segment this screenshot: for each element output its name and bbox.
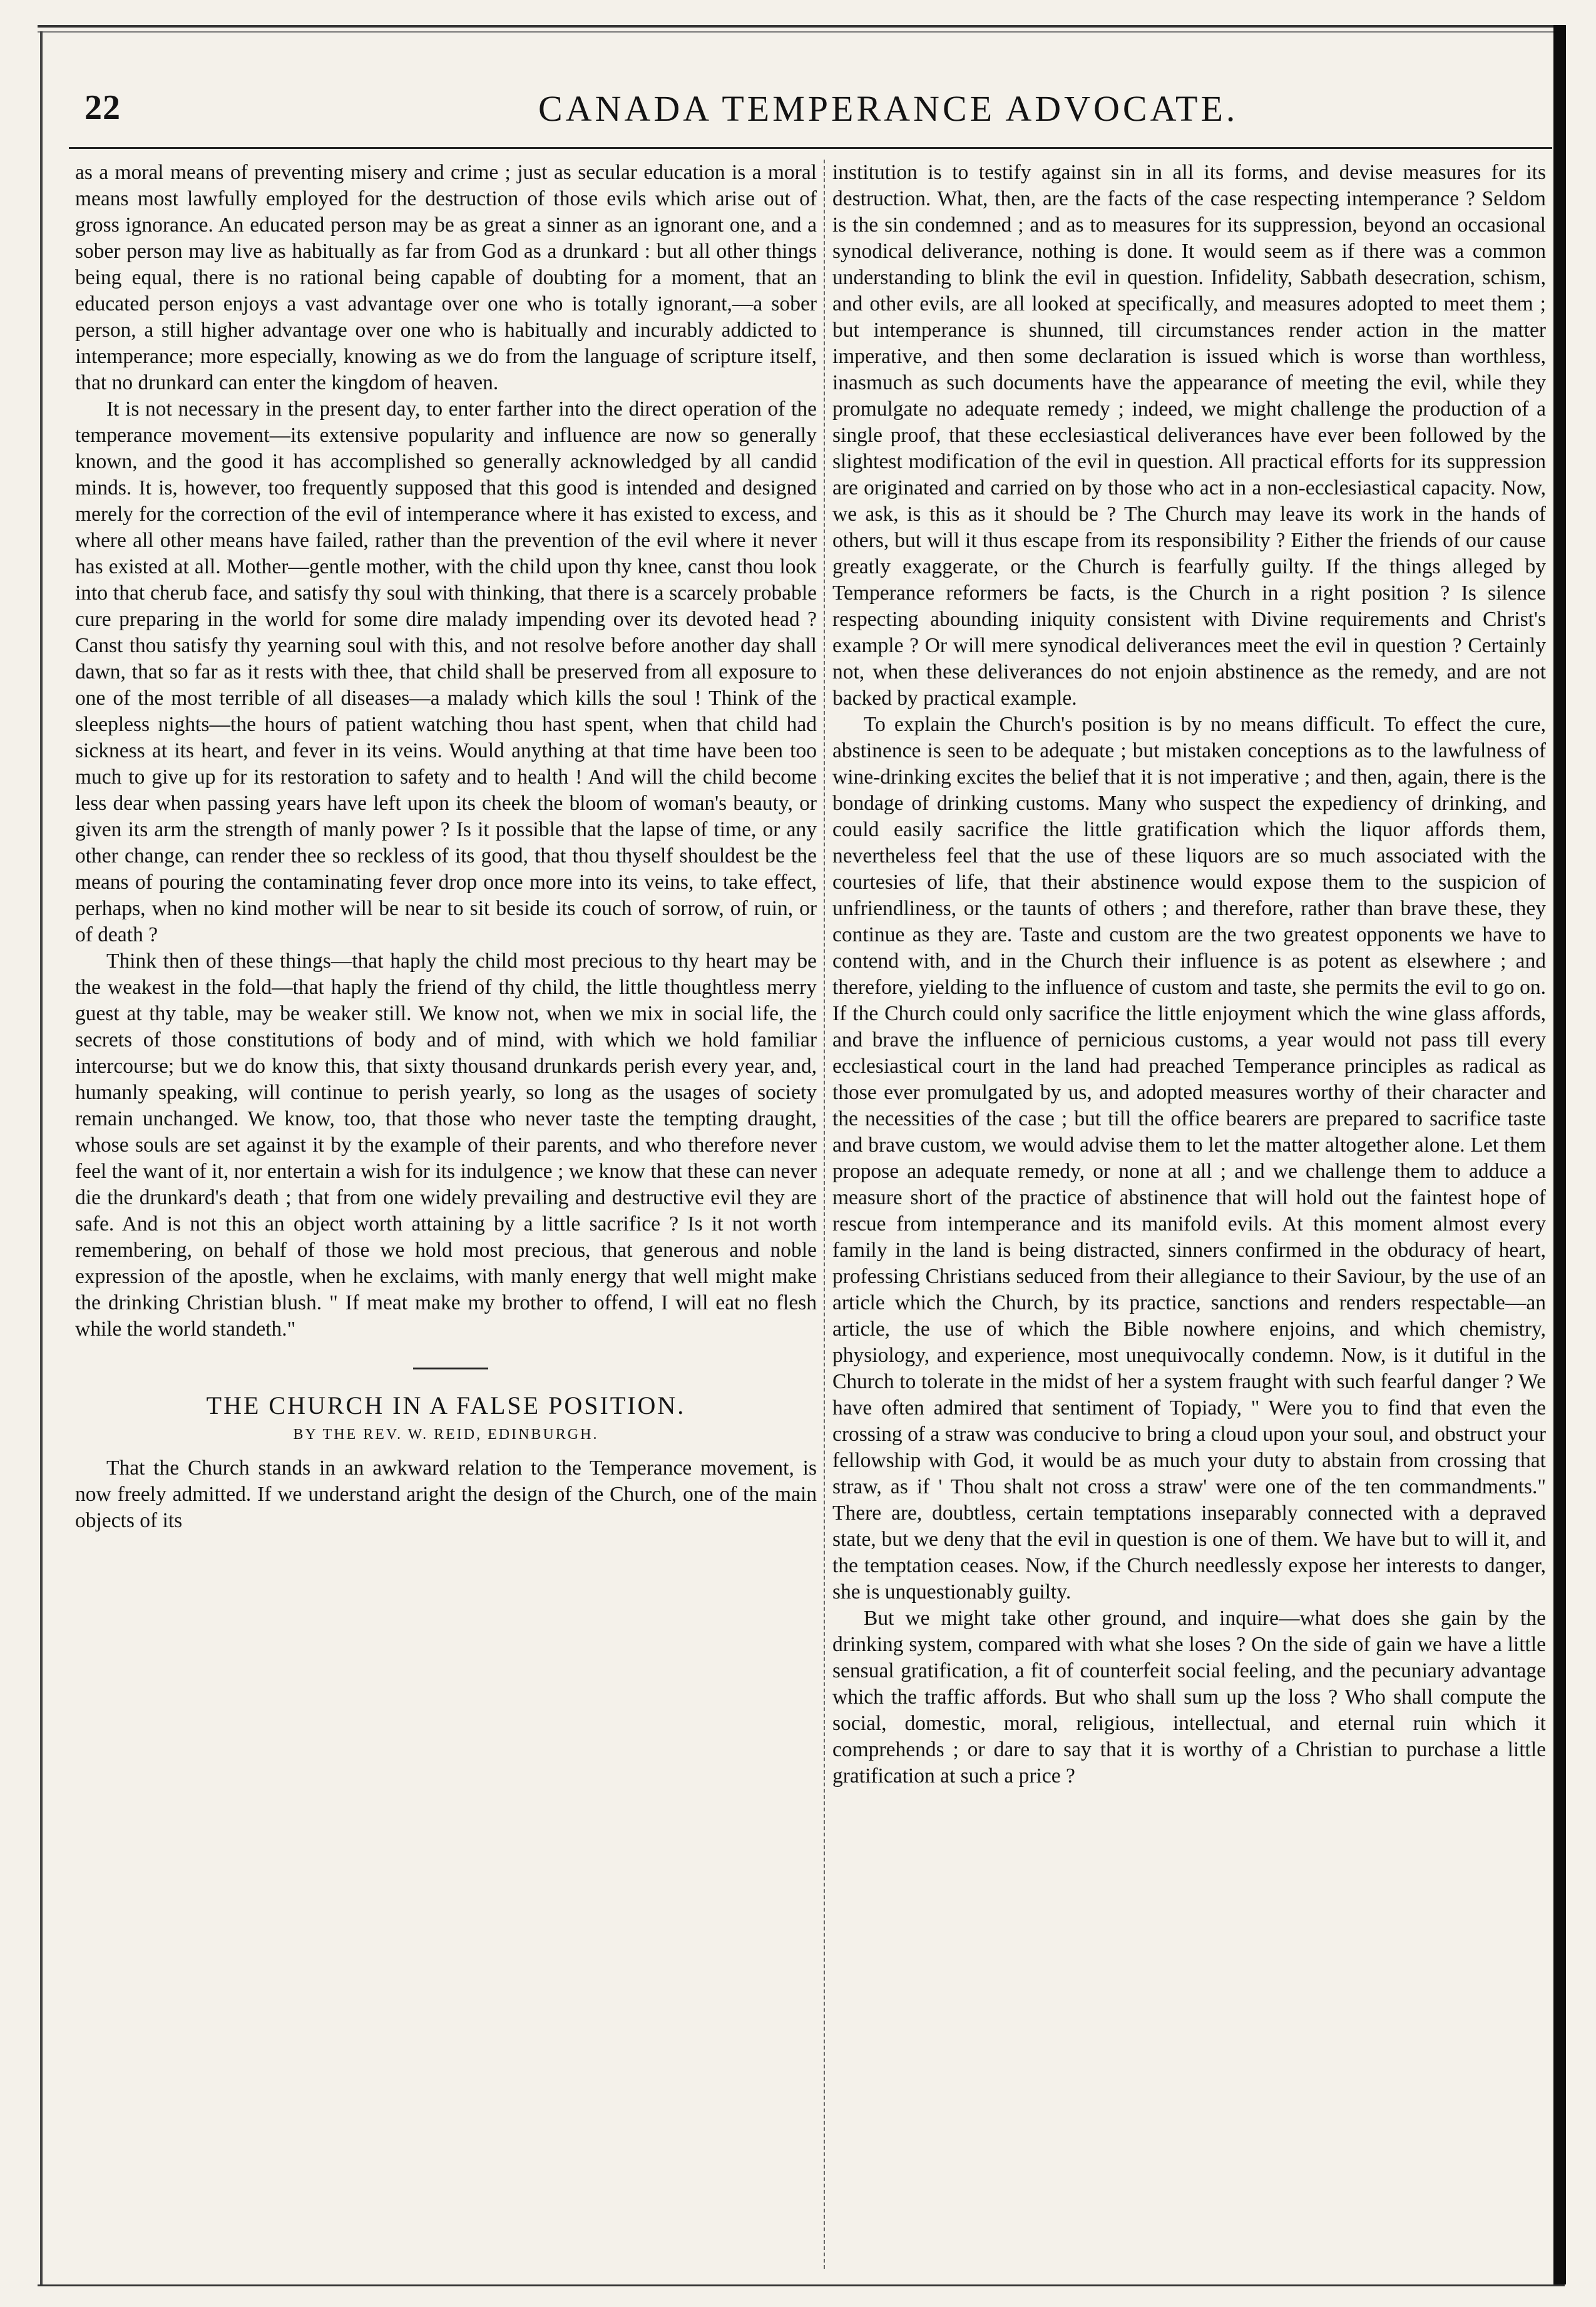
left-column	[75, 160, 817, 2281]
body-paragraph: It is not necessary in the present day, to enter farther into the direct operation of the temperance movement—its extensive popularity and influence are now so generally known, and the good it has accomplished so generally acknowledged by all candid minds. It is, however, too frequently supposed that this good is intended and designed merely for the correction of the evil of intemperance where it has existed to excess, and where all other means have failed, rather than the prevention of the evil where it never has existed at all. Mother—gentle mother, with the child upon thy knee, canst thou look into that cherub face, and satisfy thy soul with thinking, that there is a scarcely probable cure preparing in the world for some dire malady impending over its devoted head ? Canst thou satisfy thy yearning soul with this, and not resolve before another day shall dawn, that so far as it rests with thee, that child shall be preserved from all exposure to one of the most terrible of all diseases—a malady which kills the soul ! Think of the sleepless nights—the hours of patient watching thou hast spent, when that child had sickness at its heart, and fever in its veins. Would anything at that time have been too much to give up for its restoration to safety and to health ! And will the child become less dear when passing years have left upon its cheek the bloom of woman's beauty, or given its arm the strength of manly power ? Is it possible that the lapse of time, or any other change, can render thee so reckless of its good, that thou thyself shouldest be the means of pouring the contaminating fever drop once more into its veins, to take effect, perhaps, when no kind mother will be near to sit beside its couch of sorrow, of ruin, or of death ?	[75, 397, 817, 946]
body-paragraph: But we might take other ground, and inquire—what does she gain by the drinking system, compared with what she loses ? On the side of gain we have a little sensual gratification, a fit of counterfeit social feeling, and the pecuniary advantage which the traffic affords. But who shall sum up the loss ? Who shall compute the social, domestic, moral, religious, intellectual, and eternal ruin which it comprehends ; or dare to say that it is worthy of a Christian to purchase a little gratification at such a price ?	[832, 1607, 1546, 1788]
article-title: THE CHURCH IN A FALSE POSITION.	[206, 1391, 686, 1419]
bottom-border-rule	[38, 2284, 1565, 2286]
top-border-rule	[38, 25, 1565, 33]
page-number: 22	[84, 88, 121, 127]
right-binding-edge	[1553, 25, 1566, 2284]
column-divider	[824, 160, 825, 2269]
body-paragraph: Think then of these things—that haply the child most precious to thy heart may be the weakest in the fold—that haply the friend of thy child, the little thoughtless merry guest at thy table, may be weaker still. We know not, when we mix in social life, the secrets of those constitutions of body and of mind, with which we hold familiar intercourse; but we do know this, that sixty thousand drunkards perish every year, and, humanly speaking, will continue to perish yearly, so long as the usages of society remain unchanged. We know, too, that those who never taste the tempting draught, whose souls are set against it by the example of their parents, and who therefore never feel the want of it, nor entertain a wish for its indulgence ; we know that these can never die the drunkard's death ; that from one widely prevailing and destructive evil they are safe. And is not this an object worth attaining by a little sacrifice ? Is it not worth remembering, on behalf of those we hold most precious, that generous and noble expression of the apostle, when he exclaims, with manly energy that well might make the drinking Christian blush. " If meat make my brother to offend, I will eat no flesh while the world standeth."	[75, 949, 817, 1341]
header-rule	[69, 147, 1552, 149]
body-paragraph: institution is to testify against sin in all its forms, and devise measures for its destruction. What, then, are the facts of the case respecting intemperance ? Seldom is the sin condemned ; and as to measures for its suppression, beyond an occasional synodical deliverance, nothing is done. It would seem as if there was a common understanding to blink the evil in question. Infidelity, Sabbath desecration, schism, and other evils, are all looked at specifically, and measures adopted to meet them ; but intemperance is shunned, till circumstances render action in the matter imperative, and then some declaration is issued which is worse than worthless, inasmuch as such documents have the appearance of meeting the evil, while they promulgate no adequate remedy ; indeed, we might challenge the production of a single proof, that these ecclesiastical deliverances have ever been followed by the slightest modification of the evil in question. All practical efforts for its suppression are originated and carried on by those who act in a non-ecclesiastical capacity. Now, we ask, is this as it should be ? The Church may leave its work in the hands of others, but will it thus escape from its responsibility ? Either the friends of our cause greatly exaggerate, or the Church is fearfully guilty. If the things alleged by Temperance reformers be facts, is the Church in a right position ? Is silence respecting abounding iniquity consistent with Divine requirements and Christ's example ? Or will mere synodical deliverances meet the evil in question ? Certainly not, when these deliverances do not enjoin abstinence as the remedy, and are not backed by practical example.	[832, 161, 1546, 710]
right-column	[832, 160, 1546, 2281]
body-paragraph: as a moral means of preventing misery and crime ; just as secular education is a moral means most lawfully employed for the destruction of those evils which arise out of gross ignorance. An educated person may be as great a sinner as an ignorant one, and a sober person may live as habitually as far from God as a drunkard : but all other things being equal, there is no rational being capable of doubting for a moment, that an educated person enjoys a vast advantage over one who is totally ignorant,—a sober person, a still higher advantage over one who is habitually and incurably addicted to intemperance; more especially, knowing as we do from the language of scripture itself, that no drunkard can enter the kingdom of heaven.	[75, 161, 817, 394]
article-byline: BY THE REV. W. REID, EDINBURGH.	[293, 1426, 599, 1443]
body-paragraph: That the Church stands in an awkward relation to the Temperance movement, is now freely admitted. If we understand aright the design of the Church, one of the main objects of its	[75, 1456, 817, 1532]
article-separator	[75, 1343, 817, 1386]
publication-title: CANADA TEMPERANCE ADVOCATE.	[538, 88, 1239, 129]
body-paragraph: To explain the Church's position is by no means difficult. To effect the cure, abstinence is seen to be adequate ; but mistaken conceptions as to the lawfulness of wine-drinking excites the belief that it is not imperative ; and then, again, there is the bondage of drinking customs. Many who suspect the expediency of drinking, and could easily sacrifice the little gratification which the liquor affords them, nevertheless feel that the use of these liquors are so much associated with the courtesies of life, that their abstinence would expose them to the suspicion of unfriendliness, or the taunts of others ; and therefore, rather than brave these, they continue as they are. Taste and custom are the two greatest opponents we have to contend with, and in the Church their influence is as potent as elsewhere ; and therefore, yielding to the influence of custom and taste, she permits the evil to go on. If the Church could only sacrifice the little enjoyment which the wine glass affords, and brave the influence of pernicious customs, a year would not pass till every ecclesiastical court in the land had preached Temperance principles as radical as those ever promulgated by us, and adopted measures worthy of their character and the necessities of the case ; but till the office bearers are prepared to sacrifice taste and brave custom, we would advise them to let the matter altogether alone. Let them propose an adequate remedy, or none at all ; and we challenge them to adduce a measure short of the practice of abstinence that will hold out the faintest hope of rescue from intemperance and its manifold evils. At this moment almost every family in the land is being distracted, sinners confirmed in the obduracy of heart, professing Christians seduced from their allegiance to their Saviour, by the use of an article which the Church, by its practice, sanctions and renders respectable—an article, the use of which the Bible nowhere enjoins, and which chemistry, physiology, and experience, most unequivocally condemn. Now, is it dutiful in the Church to tolerate in the midst of her a system fraught with such fearful danger ? We have often admired that sentiment of Topiady, " Were you to find that even the crossing of a straw was conducive to bring a cloud upon your soul, and obstruct your fellowship with God, it would be as much your duty to abstain from crossing that straw, as if ' Thou shalt not cross a straw' were one of the ten commandments." There are, doubtless, certain temptations inseparably connected with a depraved state, but we deny that the evil in question is one of them. We have but to will it, and the temptation ceases. Now, if the Church needlessly expose her interests to danger, she is unquestionably guilty.	[832, 713, 1546, 1604]
left-margin-line	[40, 31, 43, 2284]
